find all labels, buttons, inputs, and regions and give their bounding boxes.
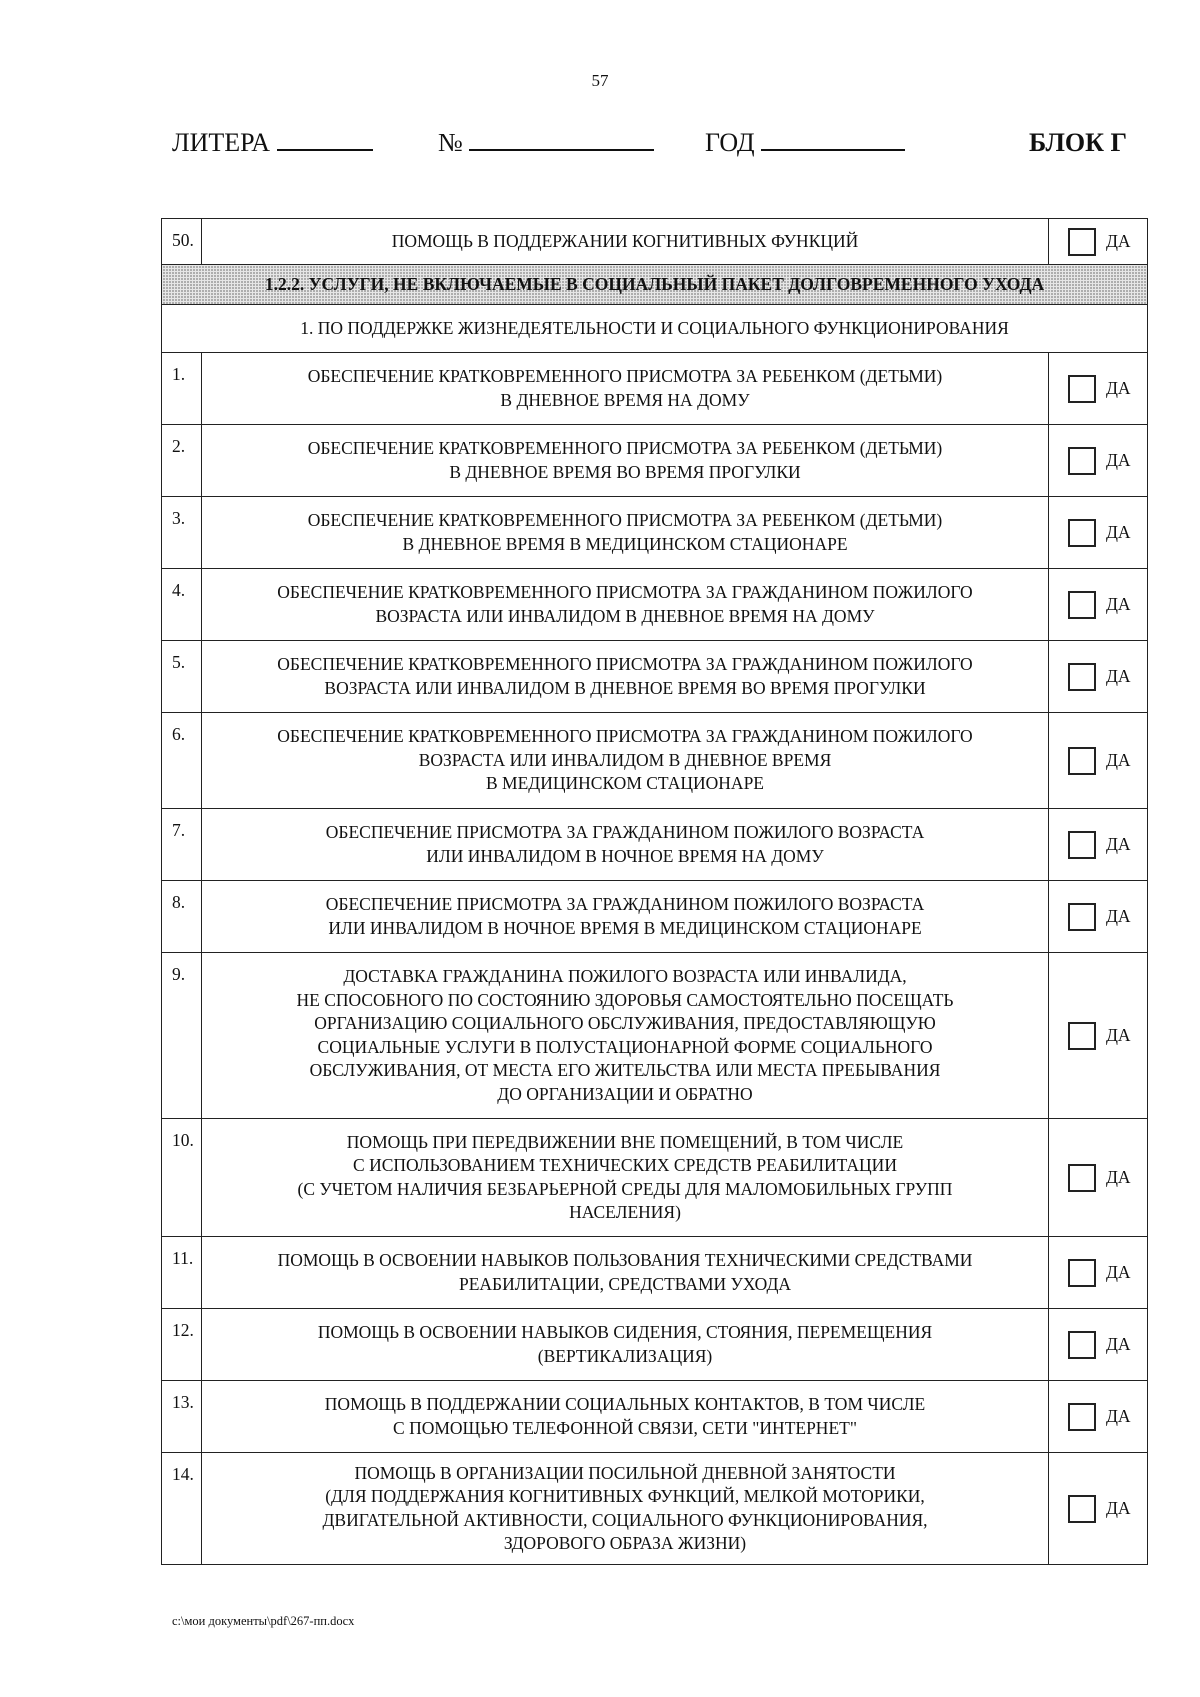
service-text-line: РЕАБИЛИТАЦИИ, СРЕДСТВАМИ УХОДА bbox=[458, 1273, 792, 1294]
footer-file-path: c:\мои документы\pdf\267-пп.docx bbox=[172, 1614, 355, 1628]
service-text-line: ОБЕСПЕЧЕНИЕ ПРИСМОТРА ЗА ГРАЖДАНИНОМ ПОЖИЛОГО ВОЗРАСТА bbox=[325, 894, 925, 914]
yes-label: ДА bbox=[1106, 449, 1131, 470]
yes-checkbox[interactable] bbox=[1068, 228, 1096, 256]
service-text bbox=[202, 425, 1049, 497]
checkbox-cell bbox=[1049, 219, 1148, 265]
yes-checkbox[interactable] bbox=[1068, 519, 1096, 547]
row-number: 2. bbox=[162, 425, 202, 497]
services-table bbox=[161, 218, 1148, 1565]
yes-checkbox[interactable] bbox=[1068, 903, 1096, 931]
checkbox-cell bbox=[1049, 641, 1148, 713]
yes-checkbox[interactable] bbox=[1068, 663, 1096, 691]
year-label: ГОД bbox=[705, 128, 755, 157]
service-text bbox=[202, 641, 1049, 713]
yes-checkbox[interactable] bbox=[1068, 591, 1096, 619]
service-text-line: В ДНЕВНОЕ ВРЕМЯ НА ДОМУ bbox=[500, 389, 750, 410]
service-text-line: ОБЕСПЕЧЕНИЕ КРАТКОВРЕМЕННОГО ПРИСМОТРА ЗА ГРАЖДАНИНОМ ПОЖИЛОГО bbox=[277, 654, 973, 674]
checkbox-cell bbox=[1049, 497, 1148, 569]
checkbox-cell bbox=[1049, 1237, 1148, 1309]
checkbox-cell bbox=[1049, 353, 1148, 425]
yes-label: ДА bbox=[1106, 1261, 1131, 1282]
number-label: № bbox=[438, 128, 463, 157]
service-text-line: В ДНЕВНОЕ ВРЕМЯ В МЕДИЦИНСКОМ СТАЦИОНАРЕ bbox=[402, 533, 848, 554]
checkbox-cell bbox=[1049, 953, 1148, 1119]
yes-checkbox[interactable] bbox=[1068, 1403, 1096, 1431]
service-text-line: В МЕДИЦИНСКОМ СТАЦИОНАРЕ bbox=[485, 773, 764, 794]
yes-checkbox[interactable] bbox=[1068, 831, 1096, 859]
checkbox-cell bbox=[1049, 1309, 1148, 1381]
table-row bbox=[162, 713, 1148, 809]
table-row bbox=[162, 219, 1148, 265]
service-text-line: ПОМОЩЬ В ОРГАНИЗАЦИИ ПОСИЛЬНОЙ ДНЕВНОЙ ЗАНЯТОСТИ bbox=[354, 1462, 896, 1483]
service-text-line: ОРГАНИЗАЦИЮ СОЦИАЛЬНОГО ОБСЛУЖИВАНИЯ, ПРЕДОСТАВЛЯЮЩУЮ bbox=[314, 1013, 936, 1033]
service-text-line: ВОЗРАСТА ИЛИ ИНВАЛИДОМ В ДНЕВНОЕ ВРЕМЯ НА ДОМУ bbox=[375, 605, 875, 626]
service-text bbox=[202, 809, 1049, 881]
block-label: БЛОК Г bbox=[1029, 128, 1128, 157]
service-text bbox=[202, 1309, 1049, 1381]
yes-label: ДА bbox=[1106, 905, 1131, 926]
table-row bbox=[162, 641, 1148, 713]
row-number: 10. bbox=[162, 1119, 202, 1237]
row-number: 14. bbox=[162, 1453, 202, 1565]
row-number: 5. bbox=[162, 641, 202, 713]
service-text bbox=[202, 881, 1049, 953]
number-field bbox=[438, 128, 654, 158]
service-text-line: С ИСПОЛЬЗОВАНИЕМ ТЕХНИЧЕСКИХ СРЕДСТВ РЕАБИЛИТАЦИИ bbox=[353, 1155, 897, 1175]
checkbox-cell bbox=[1049, 1453, 1148, 1565]
service-text-line: ПОМОЩЬ В ОСВОЕНИИ НАВЫКОВ СИДЕНИЯ, СТОЯНИЯ, ПЕРЕМЕЩЕНИЯ bbox=[317, 1322, 933, 1342]
service-text-line: (С УЧЕТОМ НАЛИЧИЯ БЕЗБАРЬЕРНОЙ СРЕДЫ ДЛЯ МАЛОМОБИЛЬНЫХ ГРУПП bbox=[297, 1178, 953, 1199]
yes-label: ДА bbox=[1106, 665, 1131, 686]
row-number: 7. bbox=[162, 809, 202, 881]
yes-label: ДА bbox=[1106, 1024, 1131, 1045]
yes-checkbox[interactable] bbox=[1068, 1331, 1096, 1359]
row-number: 13. bbox=[162, 1381, 202, 1453]
service-text-line: ЗДОРОВОГО ОБРАЗА ЖИЗНИ) bbox=[503, 1533, 747, 1553]
service-text-line: ОБЕСПЕЧЕНИЕ КРАТКОВРЕМЕННОГО ПРИСМОТРА ЗА РЕБЕНКОМ (ДЕТЬМИ) bbox=[307, 438, 943, 458]
yes-checkbox[interactable] bbox=[1068, 1164, 1096, 1192]
row-number: 9. bbox=[162, 953, 202, 1119]
table-row bbox=[162, 953, 1148, 1119]
service-text-line: ПОМОЩЬ ПРИ ПЕРЕДВИЖЕНИИ ВНЕ ПОМЕЩЕНИЙ, В ТОМ ЧИСЛЕ bbox=[346, 1131, 904, 1152]
section-title: 1.2.2. УСЛУГИ, НЕ ВКЛЮЧАЕМЫЕ В СОЦИАЛЬНЫЙ ПАКЕТ ДОЛГОВРЕМЕННОГО УХОДА bbox=[162, 265, 1148, 305]
service-text bbox=[202, 353, 1049, 425]
row-number: 12. bbox=[162, 1309, 202, 1381]
checkbox-cell bbox=[1049, 425, 1148, 497]
table-row bbox=[162, 881, 1148, 953]
service-text-line: ОБЕСПЕЧЕНИЕ КРАТКОВРЕМЕННОГО ПРИСМОТРА ЗА РЕБЕНКОМ (ДЕТЬМИ) bbox=[307, 366, 943, 386]
service-text-line: (ДЛЯ ПОДДЕРЖАНИЯ КОГНИТИВНЫХ ФУНКЦИЙ, МЕЛКОЙ МОТОРИКИ, bbox=[325, 1486, 925, 1506]
table-row bbox=[162, 569, 1148, 641]
yes-label: ДА bbox=[1106, 1333, 1131, 1354]
checkbox-cell bbox=[1049, 881, 1148, 953]
service-text-line: ДВИГАТЕЛЬНОЙ АКТИВНОСТИ, СОЦИАЛЬНОГО ФУНКЦИОНИРОВАНИЯ, bbox=[322, 1509, 928, 1530]
litera-field bbox=[172, 128, 373, 158]
service-text-line: СОЦИАЛЬНЫЕ УСЛУГИ В ПОЛУСТАЦИОНАРНОЙ ФОРМЕ СОЦИАЛЬНОГО bbox=[317, 1036, 933, 1057]
table-row bbox=[162, 353, 1148, 425]
service-text-line: ПОМОЩЬ В ПОДДЕРЖАНИИ СОЦИАЛЬНЫХ КОНТАКТОВ, В ТОМ ЧИСЛЕ bbox=[324, 1394, 926, 1414]
year-field bbox=[705, 128, 905, 158]
service-text bbox=[202, 1453, 1049, 1565]
service-text-line: ОБСЛУЖИВАНИЯ, ОТ МЕСТА ЕГО ЖИТЕЛЬСТВА ИЛИ МЕСТА ПРЕБЫВАНИЯ bbox=[309, 1060, 941, 1080]
checkbox-cell bbox=[1049, 713, 1148, 809]
service-text-line: ОБЕСПЕЧЕНИЕ ПРИСМОТРА ЗА ГРАЖДАНИНОМ ПОЖИЛОГО ВОЗРАСТА bbox=[325, 822, 925, 842]
yes-checkbox[interactable] bbox=[1068, 747, 1096, 775]
service-text-line: НАСЕЛЕНИЯ) bbox=[569, 1202, 681, 1222]
year-input[interactable] bbox=[761, 129, 905, 151]
table-row bbox=[162, 1309, 1148, 1381]
yes-label: ДА bbox=[1106, 749, 1131, 770]
service-text-line: ОБЕСПЕЧЕНИЕ КРАТКОВРЕМЕННОГО ПРИСМОТРА ЗА ГРАЖДАНИНОМ ПОЖИЛОГО bbox=[277, 582, 973, 602]
yes-label: ДА bbox=[1106, 521, 1131, 542]
row-number: 3. bbox=[162, 497, 202, 569]
service-text: ПОМОЩЬ В ПОДДЕРЖАНИИ КОГНИТИВНЫХ ФУНКЦИЙ bbox=[202, 219, 1049, 265]
service-text-line: ДОСТАВКА ГРАЖДАНИНА ПОЖИЛОГО ВОЗРАСТА ИЛИ ИНВАЛИДА, bbox=[343, 966, 907, 986]
service-text-line: ОБЕСПЕЧЕНИЕ КРАТКОВРЕМЕННОГО ПРИСМОТРА ЗА РЕБЕНКОМ (ДЕТЬМИ) bbox=[307, 510, 943, 530]
service-text-line: ОБЕСПЕЧЕНИЕ КРАТКОВРЕМЕННОГО ПРИСМОТРА ЗА ГРАЖДАНИНОМ ПОЖИЛОГО bbox=[277, 726, 973, 747]
table-row bbox=[162, 497, 1148, 569]
yes-label: ДА bbox=[1106, 833, 1131, 854]
subsection-title: 1. ПО ПОДДЕРЖКЕ ЖИЗНЕДЕЯТЕЛЬНОСТИ И СОЦИАЛЬНОГО ФУНКЦИОНИРОВАНИЯ bbox=[162, 305, 1148, 353]
yes-label: ДА bbox=[1106, 1497, 1131, 1518]
yes-label: ДА bbox=[1106, 377, 1131, 398]
row-number: 50. bbox=[162, 219, 202, 265]
yes-checkbox[interactable] bbox=[1068, 1495, 1096, 1523]
subsection-header-row bbox=[162, 305, 1148, 353]
page-number: 57 bbox=[591, 71, 609, 90]
service-text-line: ПОМОЩЬ В ОСВОЕНИИ НАВЫКОВ ПОЛЬЗОВАНИЯ ТЕХНИЧЕСКИМИ СРЕДСТВАМИ bbox=[277, 1250, 973, 1270]
row-number: 11. bbox=[162, 1237, 202, 1309]
yes-label: ДА bbox=[1106, 230, 1131, 251]
number-input[interactable] bbox=[469, 129, 654, 151]
table-row bbox=[162, 1119, 1148, 1237]
checkbox-cell bbox=[1049, 569, 1148, 641]
yes-checkbox[interactable] bbox=[1068, 1022, 1096, 1050]
table-row bbox=[162, 1381, 1148, 1453]
service-text bbox=[202, 1381, 1049, 1453]
yes-checkbox[interactable] bbox=[1068, 1259, 1096, 1287]
yes-checkbox[interactable] bbox=[1068, 447, 1096, 475]
yes-label: ДА bbox=[1106, 1166, 1131, 1187]
litera-label: ЛИТЕРА bbox=[172, 128, 271, 157]
service-text bbox=[202, 569, 1049, 641]
section-header-row bbox=[162, 265, 1148, 305]
checkbox-cell bbox=[1049, 809, 1148, 881]
service-text bbox=[202, 713, 1049, 809]
service-text-line: ВОЗРАСТА ИЛИ ИНВАЛИДОМ В ДНЕВНОЕ ВРЕМЯ ВО ВРЕМЯ ПРОГУЛКИ bbox=[324, 677, 926, 698]
yes-checkbox[interactable] bbox=[1068, 375, 1096, 403]
service-text bbox=[202, 1119, 1049, 1237]
table-row bbox=[162, 425, 1148, 497]
service-text-line: (ВЕРТИКАЛИЗАЦИЯ) bbox=[537, 1345, 713, 1366]
litera-input[interactable] bbox=[277, 129, 373, 151]
service-text-line: ИЛИ ИНВАЛИДОМ В НОЧНОЕ ВРЕМЯ НА ДОМУ bbox=[426, 845, 824, 866]
yes-label: ДА bbox=[1106, 1405, 1131, 1426]
row-number: 6. bbox=[162, 713, 202, 809]
service-text-line: В ДНЕВНОЕ ВРЕМЯ ВО ВРЕМЯ ПРОГУЛКИ bbox=[449, 461, 801, 482]
service-text-line: ИЛИ ИНВАЛИДОМ В НОЧНОЕ ВРЕМЯ В МЕДИЦИНСКОМ СТАЦИОНАРЕ bbox=[328, 917, 922, 938]
service-text-line: ВОЗРАСТА ИЛИ ИНВАЛИДОМ В ДНЕВНОЕ ВРЕМЯ bbox=[418, 749, 832, 770]
table-row bbox=[162, 1237, 1148, 1309]
row-number: 8. bbox=[162, 881, 202, 953]
form-header bbox=[172, 128, 1138, 164]
service-text bbox=[202, 497, 1049, 569]
service-text bbox=[202, 953, 1049, 1119]
service-text bbox=[202, 1237, 1049, 1309]
service-text-line: ДО ОРГАНИЗАЦИИ И ОБРАТНО bbox=[497, 1083, 753, 1104]
table-row bbox=[162, 809, 1148, 881]
checkbox-cell bbox=[1049, 1119, 1148, 1237]
service-text-line: НЕ СПОСОБНОГО ПО СОСТОЯНИЮ ЗДОРОВЬЯ САМОСТОЯТЕЛЬНО ПОСЕЩАТЬ bbox=[296, 989, 954, 1010]
yes-label: ДА bbox=[1106, 593, 1131, 614]
checkbox-cell bbox=[1049, 1381, 1148, 1453]
row-number: 1. bbox=[162, 353, 202, 425]
row-number: 4. bbox=[162, 569, 202, 641]
service-text-line: С ПОМОЩЬЮ ТЕЛЕФОННОЙ СВЯЗИ, СЕТИ "ИНТЕРНЕТ" bbox=[393, 1417, 857, 1438]
table-row bbox=[162, 1453, 1148, 1565]
